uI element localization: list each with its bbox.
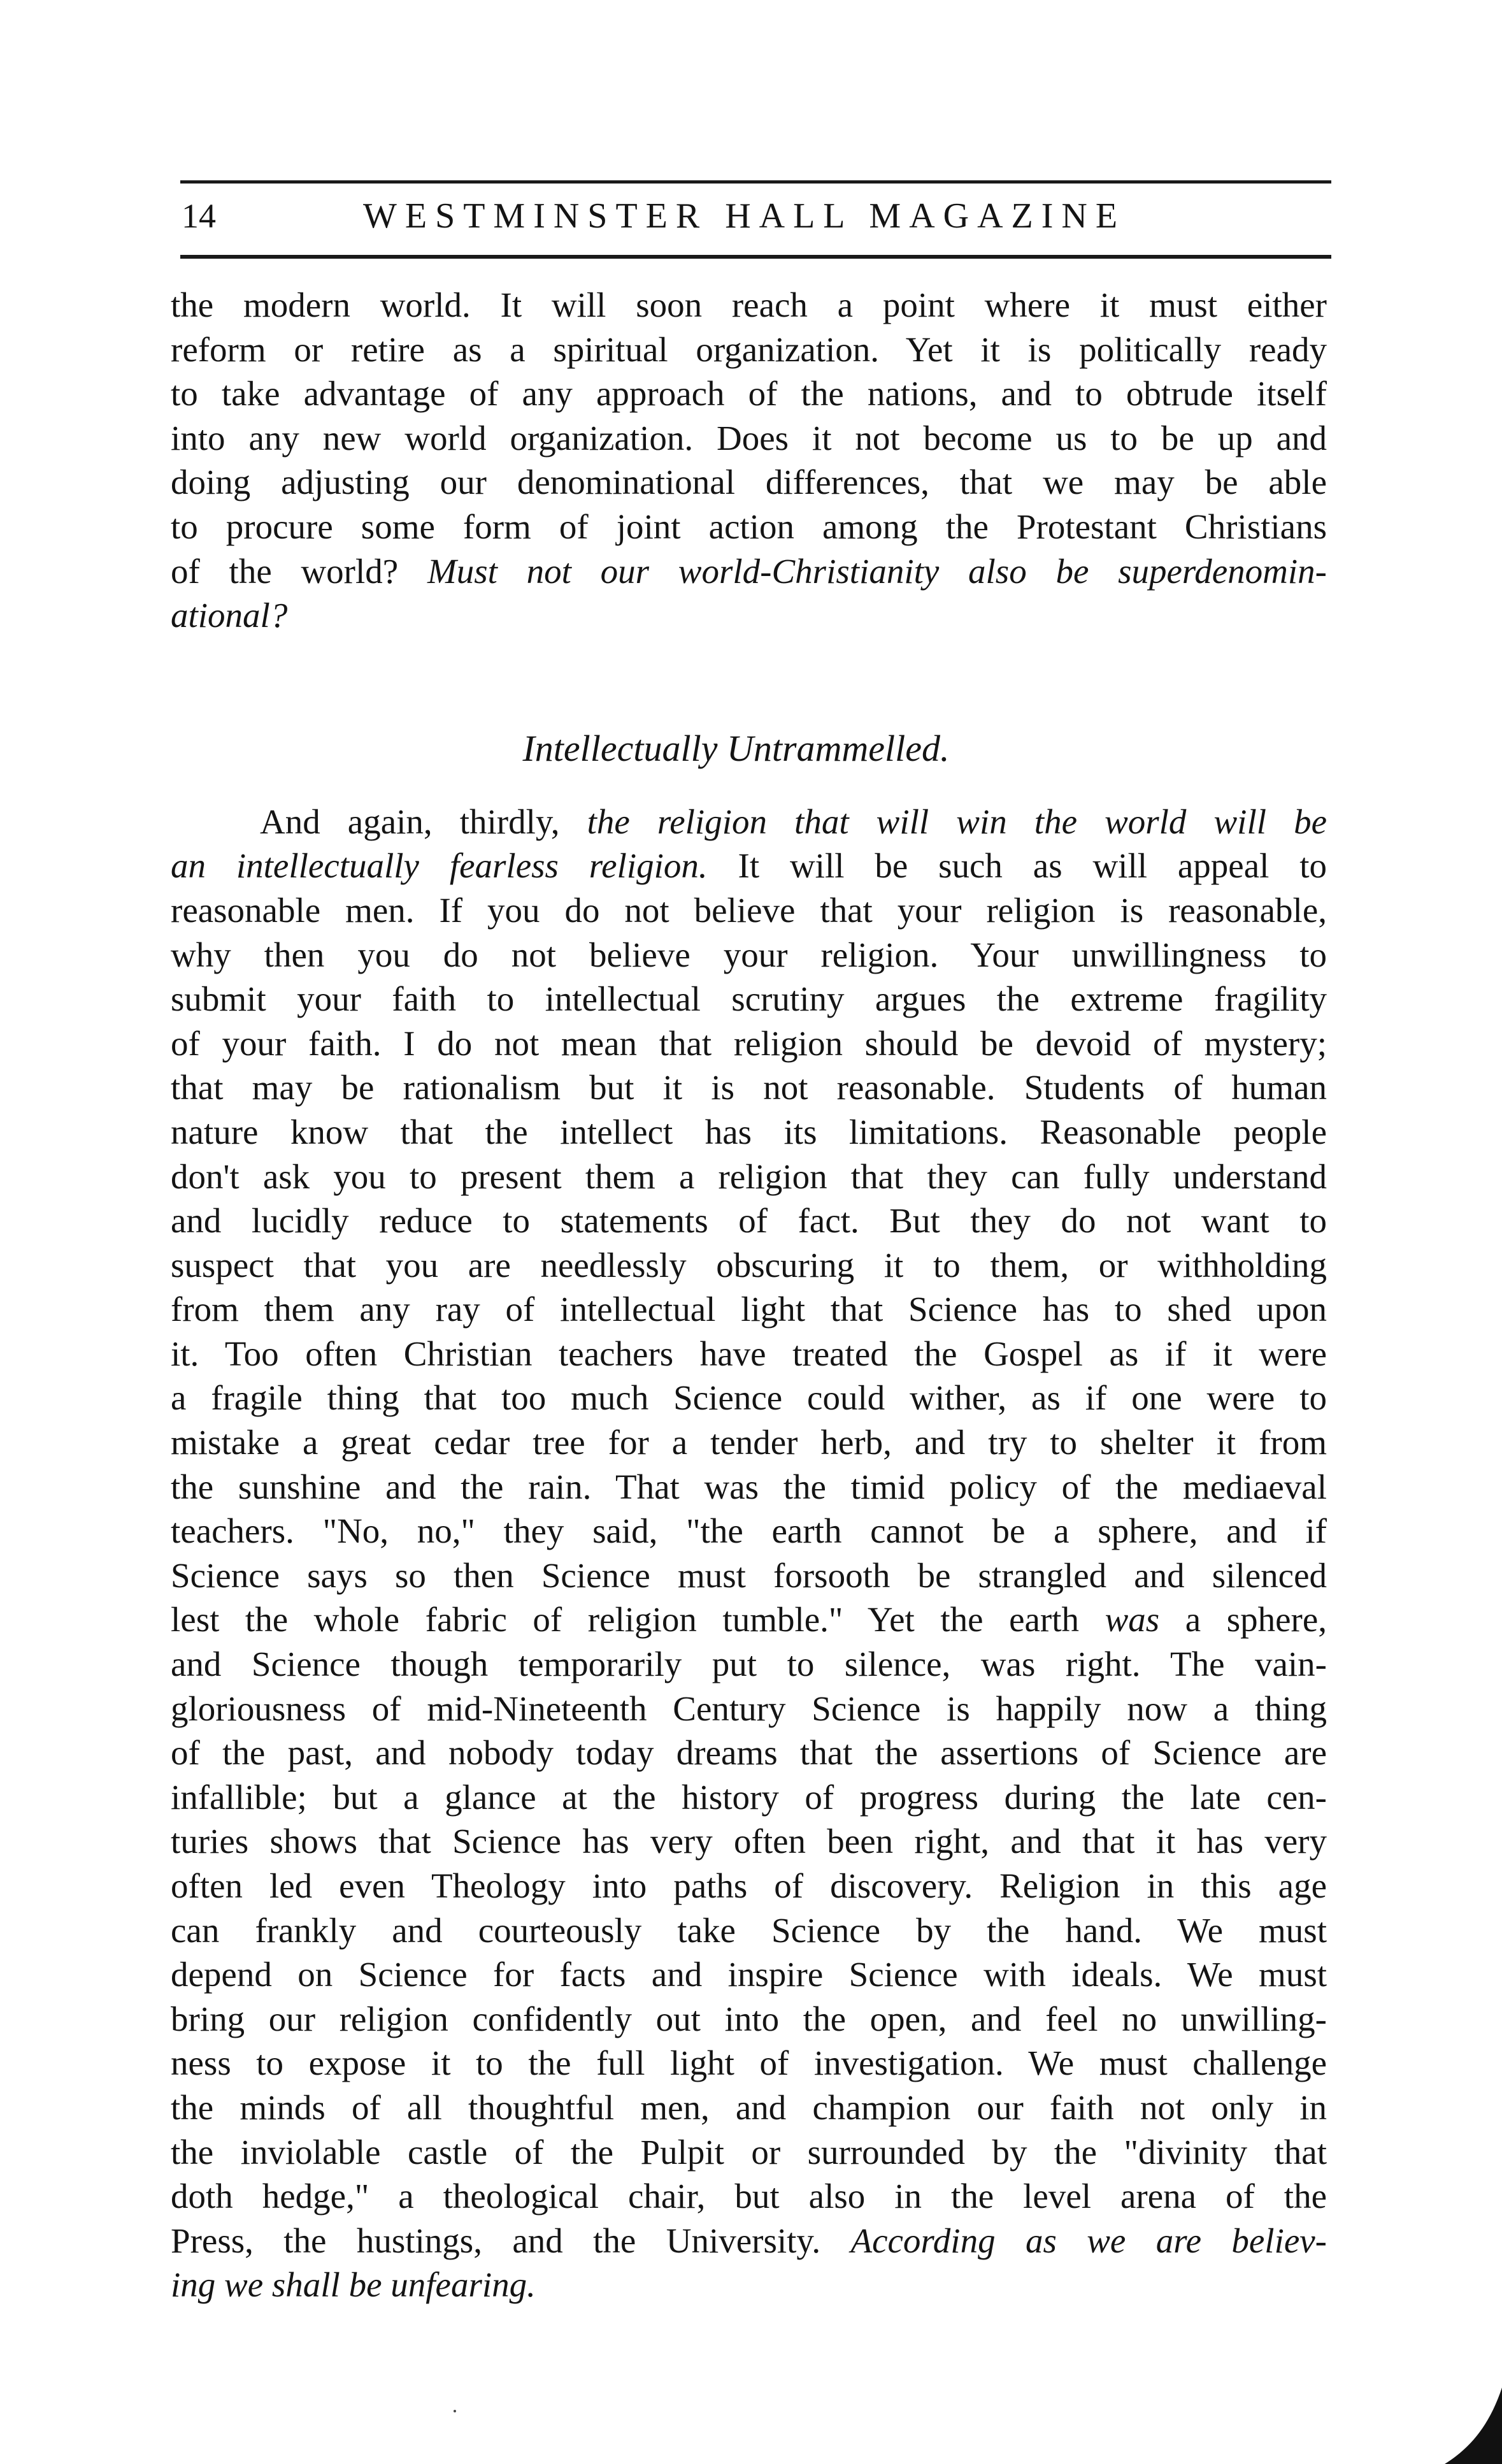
text-run: a sphere, — [1185, 1600, 1327, 1639]
text-line: into any new world organization. Does it not become us to be up and — [171, 418, 1327, 457]
text-line: doing adjusting our denominational differences, that we may be able — [171, 463, 1327, 502]
text-line: Science says so then Science must forsooth be strangled and silenced — [171, 1555, 1327, 1595]
heading-gap — [171, 774, 1327, 800]
text-line: the inviolable castle of the Pulpit or surrounded by the "divinity that — [171, 2132, 1327, 2172]
text-line: the minds of all thoughtful men, and champion our faith not only in — [171, 2087, 1327, 2127]
italic-run: was — [1105, 1600, 1160, 1639]
text-line: it. Too often Christian teachers have treated the Gospel as if it were — [171, 1334, 1327, 1373]
header-top-rule — [180, 180, 1331, 184]
text-line: of your faith. I do not mean that religion should be devoid of mystery; — [171, 1023, 1327, 1063]
text-line: submit your faith to intellectual scrutiny argues the extreme fragility — [171, 979, 1327, 1019]
page-corner-shadow — [1445, 2388, 1502, 2464]
italic-run: an intellectually fearless religion. — [171, 846, 708, 886]
text-line: can frankly and courteously take Science by the hand. We must — [171, 1910, 1327, 1950]
italic-run: According as we are believ- — [850, 2221, 1327, 2260]
text-line: turies shows that Science has very often been right, and that it has very — [171, 1822, 1327, 1861]
text-line: of the past, and nobody today dreams that the assertions of Science are — [171, 1733, 1327, 1773]
text-run: It will be such as will appeal to — [738, 846, 1327, 886]
text-line — [171, 593, 1327, 638]
text-line: mistake a great cedar tree for a tender herb, and try to shelter it from — [171, 1423, 1327, 1462]
header-bottom-rule — [180, 255, 1331, 259]
text-line — [171, 2263, 1327, 2307]
running-title: WESTMINSTER HALL MAGAZINE — [363, 196, 1126, 236]
text-line: often led even Theology into paths of discovery. Religion in this age — [171, 1866, 1327, 1905]
text-line: and Science though temporarily put to silence, was right. The vain- — [171, 1645, 1327, 1684]
text-line — [171, 2219, 1327, 2263]
page-number: 14 — [182, 197, 216, 235]
text-line: from them any ray of intellectual light that Science has to shed upon — [171, 1290, 1327, 1329]
text-run: lest the whole fabric of religion tumble." Yet the earth — [171, 1600, 1080, 1639]
text-line: to take advantage of any approach of the nations, and to obtrude itself — [171, 374, 1327, 414]
text-line: bring our religion confidently out into the open, and feel no unwilling- — [171, 1999, 1327, 2038]
paragraph-2 — [171, 800, 1327, 2307]
text-line: reform or retire as a spiritual organization. Yet it is politically ready — [171, 329, 1327, 369]
text-line — [171, 800, 1327, 844]
paragraph-1 — [171, 283, 1327, 638]
text-run: And again, thirdly, — [260, 802, 560, 841]
text-line: teachers. "No, no," they said, "the earth cannot be a sphere, and if — [171, 1511, 1327, 1551]
text-line: depend on Science for facts and inspire Science with ideals. We must — [171, 1955, 1327, 1994]
text-line — [171, 844, 1327, 888]
italic-run: the religion that will win the world will be — [587, 802, 1327, 841]
text-line: suspect that you are needlessly obscuring it to them, or withholding — [171, 1245, 1327, 1285]
text-line: and lucidly reduce to statements of fact. But they do not want to — [171, 1201, 1327, 1241]
text-line: why then you do not believe your religion. Your unwillingness to — [171, 935, 1327, 974]
text-line — [171, 549, 1327, 594]
text-line: doth hedge," a theological chair, but also in the level arena of the — [171, 2177, 1327, 2216]
text-line: to procure some form of joint action among the Protestant Christians — [171, 507, 1327, 546]
text-run: of the world? — [171, 551, 399, 591]
section-gap — [171, 638, 1327, 723]
body-text — [171, 283, 1327, 2307]
text-line: the sunshine and the rain. That was the timid policy of the mediaeval — [171, 1467, 1327, 1506]
text-line: the modern world. It will soon reach a point where it must either — [171, 285, 1327, 324]
running-header — [180, 191, 1331, 249]
italic-run: Must not our world-Christianity also be superdenomin- — [427, 551, 1327, 591]
text-line: infallible; but a glance at the history of progress during the late cen- — [171, 1777, 1327, 1817]
italic-run: ing we shall be unfearing. — [171, 2265, 536, 2305]
text-line — [171, 1597, 1327, 1642]
italic-run: ational? — [171, 596, 288, 635]
text-line: don't ask you to present them a religion that they can fully understand — [171, 1156, 1327, 1196]
text-run: Press, the hustings, and the University. — [171, 2221, 821, 2260]
text-line: reasonable men. If you do not believe that your religion is reasonable, — [171, 890, 1327, 930]
text-line: that may be rationalism but it is not reasonable. Students of human — [171, 1068, 1327, 1107]
text-line: nature know that the intellect has its limitations. Reasonable people — [171, 1112, 1327, 1151]
section-heading: Intellectually Untrammelled. — [522, 727, 950, 769]
text-line: gloriousness of mid-Nineteenth Century Science is happily now a thing — [171, 1689, 1327, 1728]
text-line: a fragile thing that too much Science could wither, as if one were to — [171, 1378, 1327, 1418]
text-line: ness to expose it to the full light of investigation. We must challenge — [171, 2043, 1327, 2083]
scan-speck — [454, 2410, 456, 2412]
